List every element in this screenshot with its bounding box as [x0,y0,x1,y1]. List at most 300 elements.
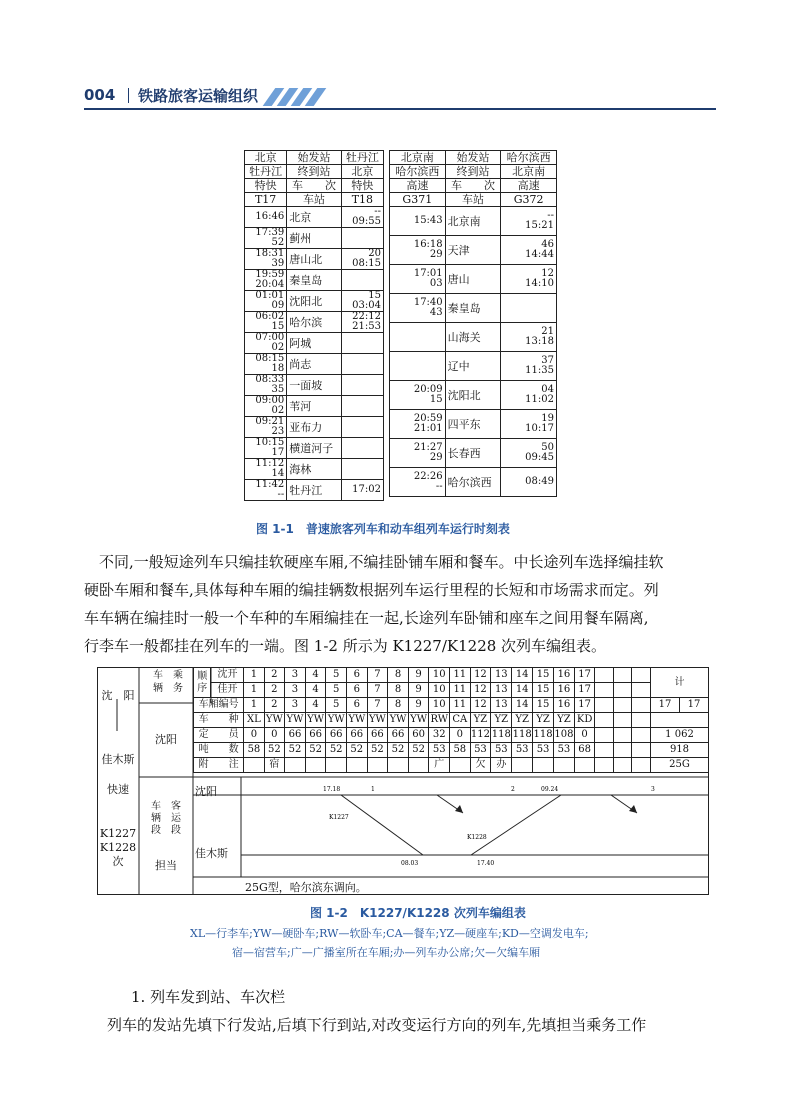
consist-cell: YW [367,713,388,728]
origin-station: 沈 阳 [101,689,135,702]
terminal-station: 佳木斯 [101,753,135,766]
diagram-bottom-station: 佳木斯 [195,847,228,860]
station-cell: 长春西 [445,439,501,468]
paragraph-line: 列车的发站先填下行发站,后填下行到站,对改变运行方向的列车,先填担当乘务工作 [107,1016,647,1034]
consist-cell: 60 [408,728,429,743]
consist-cell: 17 [574,668,594,683]
consist-grid-table [193,667,709,773]
crew-label-line: 辆 务 [153,683,183,694]
timetable-row [245,249,384,270]
consist-cell: YW [285,713,306,728]
total-cell: 25G [651,758,709,773]
legend-line: 宿—宿营车;广—广播室所在车厢;办—列车办公席;欠—欠编车厢 [232,946,541,959]
consist-cell: 53 [554,743,575,758]
consist-row [194,683,709,698]
time-cell [390,352,446,381]
consist-cell: 68 [574,743,594,758]
crew-unit: 沈阳 [155,733,177,746]
timetable-header-row [245,179,384,193]
consist-cell [595,683,614,698]
consist-cell: YZ [512,713,533,728]
consist-cell: 欠 [470,758,491,773]
consist-cell [595,758,614,773]
consist-cell: 10 [429,698,450,713]
consist-cell: 58 [244,743,264,758]
time-label: 09.24 [541,786,559,793]
consist-cell: 52 [264,743,285,758]
time-cell: 15 03:04 [341,291,383,312]
consist-cell [595,728,614,743]
consist-cell: 16 [554,668,575,683]
time-cell [341,228,383,249]
header-cell: 北京南 [501,165,557,179]
station-cell: 海林 [287,459,341,480]
time-cell: 22:12 21:53 [341,312,383,333]
row-label: 定 员 [194,728,244,743]
paragraph-line: 车车辆在编挂时一般一个车种的车厢编挂在一起,长途列车卧铺和座车之间用餐车隔离, [84,609,649,627]
timetable-header-row [390,151,557,165]
timetable-row [390,468,557,497]
time-cell: 07:00 02 [245,333,287,354]
consist-cell: 11 [450,668,470,683]
total-cell: 918 [651,743,709,758]
consist-note: 25G型，哈尔滨东调向。 [245,881,367,894]
header-cell: T17 [245,193,287,207]
consist-cell: YZ [533,713,554,728]
consist-cell [305,758,326,773]
timetable-right [389,150,557,497]
station-cell: 秦皇岛 [287,270,341,291]
station-cell: 沈阳北 [445,381,501,410]
consist-cell: 52 [285,743,306,758]
station-cell: 山海关 [445,323,501,352]
time-cell: 17:39 52 [245,228,287,249]
header-cell: 高速 [390,179,446,193]
consist-cell: 12 [470,683,491,698]
consist-cell [326,758,347,773]
duty-label: 担当 [155,859,177,872]
turn-diagram [241,777,711,867]
timetable-row [245,438,384,459]
consist-cell: 12 [470,698,491,713]
consist-cell: 66 [305,728,326,743]
consist-cell: 66 [346,728,367,743]
consist-cell: 4 [305,698,326,713]
station-cell: 哈尔滨 [287,312,341,333]
consist-cell: XL [244,713,264,728]
consist-cell: 1 [244,668,264,683]
time-cell: 10:15 17 [245,438,287,459]
time-cell: -- 09:55 [341,207,383,228]
consist-cell: 7 [367,668,388,683]
consist-cell [574,758,594,773]
header-cell: 车 次 [445,179,501,193]
consist-cell [613,668,632,683]
consist-cell: YW [305,713,326,728]
time-cell [341,354,383,375]
time-cell [341,459,383,480]
station-cell: 亚布力 [287,417,341,438]
consist-cell: YZ [554,713,575,728]
consist-cell: YW [388,713,409,728]
total-cell: 计 [651,668,709,698]
consist-cell: CA [450,713,470,728]
consist-cell: 7 [367,698,388,713]
consist-cell [367,758,388,773]
time-cell: 21 13:18 [501,323,557,352]
consist-cell: 2 [264,668,285,683]
row-label: 沈开 [211,668,244,683]
header-cell: 特快 [341,179,383,193]
consist-cell: 15 [533,683,554,698]
time-cell: 19 10:17 [501,410,557,439]
consist-cell [613,743,632,758]
consist-cell: 16 [554,683,575,698]
station-cell: 阿城 [287,333,341,354]
time-cell: 08:33 35 [245,375,287,396]
consist-cell: 8 [388,668,409,683]
section-label [141,801,191,837]
station-cell: 唐山北 [287,249,341,270]
consist-cell: 宿 [264,758,285,773]
order-label: 顺 序 [194,668,211,698]
header-cell: G371 [390,193,446,207]
consist-cell [613,698,632,713]
consist-cell: 66 [326,728,347,743]
consist-cell: 66 [285,728,306,743]
station-cell: 北京南 [445,207,501,236]
time-cell [341,417,383,438]
consist-cell [388,758,409,773]
consist-cell: 9 [408,683,429,698]
paragraph-line: 不同,一般短途列车只编挂软硬座车厢,不编挂卧铺车厢和餐车。中长途列车选择编挂软 [99,553,664,571]
consist-cell: 4 [305,683,326,698]
header-cell: 北京南 [390,151,446,165]
consist-cell [632,698,651,713]
consist-cell: 58 [450,743,470,758]
timetable-row [390,410,557,439]
timetable-row [390,294,557,323]
consist-cell: 17 [574,683,594,698]
timetable-row [390,236,557,265]
consist-cell [613,683,632,698]
consist-cell: 53 [470,743,491,758]
consist-row [194,728,709,743]
time-cell: 11:42 -- [245,480,287,501]
time-cell: 09:21 23 [245,417,287,438]
time-cell: 21:27 29 [390,439,446,468]
consist-cell [632,668,651,683]
consist-cell: 3 [285,698,306,713]
header-cell: 车站 [287,193,341,207]
header-cell: 车 次 [287,179,341,193]
time-cell [341,438,383,459]
timetable-left [244,150,384,501]
header-separator [128,88,129,103]
total-cell: 1 062 [651,728,709,743]
consist-cell: 52 [388,743,409,758]
station-cell: 尚志 [287,354,341,375]
consist-cell: 13 [491,668,512,683]
header-cell: 牡丹江 [245,165,287,179]
station-cell: 秦皇岛 [445,294,501,323]
consist-cell: 2 [264,683,285,698]
consist-cell: 52 [408,743,429,758]
consist-cell: 6 [346,683,367,698]
paragraph-line: 行李车一般都挂在列车的一端。图 1-2 所示为 K1227/K1228 次列车编组表。 [84,637,607,655]
consist-cell: 118 [512,728,533,743]
figure-1-caption: 图 1-1 普速旅客列车和动车组列车运行时刻表 [256,522,510,536]
legend-line: XL—行李车;YW—硬卧车;RW—软卧车;CA—餐车;YZ—硬座车;KD—空调发电车; [190,927,589,940]
consist-cell: 13 [491,698,512,713]
station-cell: 辽中 [445,352,501,381]
timetable-row [390,439,557,468]
timetable-header-row [390,165,557,179]
crew-label [145,669,191,695]
paragraph-line: 硬卧车厢和餐车,具体每种车厢的编挂辆数根据列车运行里程的长短和市场需求而定。列 [84,581,659,599]
consist-cell: 5 [326,668,347,683]
consist-cell: 52 [346,743,367,758]
total-cell [651,713,709,728]
header-cell: 哈尔滨西 [390,165,446,179]
header-cell: 始发站 [445,151,501,165]
consist-cell: 52 [367,743,388,758]
header-cell: 北京 [341,165,383,179]
train-number-label: 次 [112,855,124,868]
time-cell: 08:49 [501,468,557,497]
time-cell: 20:09 15 [390,381,446,410]
consist-cell [554,758,575,773]
timetable-row [245,207,384,228]
consist-cell: KD [574,713,594,728]
consist-cell [632,683,651,698]
section-heading: 1. 列车发到站、车次栏 [131,988,286,1006]
consist-cell: 14 [512,668,533,683]
consist-cell: YW [408,713,429,728]
consist-cell: 12 [470,668,491,683]
consist-cell [613,713,632,728]
consist-cell: 9 [408,668,429,683]
consist-cell: 13 [491,683,512,698]
train-numbers [97,827,139,869]
body-paragraph [84,548,724,660]
consist-cell: 9 [408,698,429,713]
consist-cell: 1 [244,683,264,698]
header-cell: 特快 [245,179,287,193]
time-cell: 17:02 [341,480,383,501]
timetable-row [245,270,384,291]
consist-cell: 广 [429,758,450,773]
time-cell: 16:18 29 [390,236,446,265]
consist-cell: 0 [574,728,594,743]
consist-cell [595,668,614,683]
consist-cell: 112 [470,728,491,743]
consist-cell [632,758,651,773]
consist-cell: 4 [305,668,326,683]
station-cell: 沈阳北 [287,291,341,312]
station-cell: 天津 [445,236,501,265]
time-cell: 46 14:44 [501,236,557,265]
consist-row [194,713,709,728]
consist-cell [632,743,651,758]
timetable-row [245,228,384,249]
header-cell: 北京 [245,151,287,165]
consist-row [194,668,709,683]
timetable-row [245,396,384,417]
time-cell [341,333,383,354]
consist-cell: 0 [244,728,264,743]
turn-mark: 3 [651,786,655,793]
time-cell: 16:46 [245,207,287,228]
consist-cell: 5 [326,683,347,698]
time-cell: -- 15:21 [501,207,557,236]
consist-cell: 0 [450,728,470,743]
header-cell: G372 [501,193,557,207]
consist-cell [632,728,651,743]
timetable-row [390,207,557,236]
consist-row [194,698,709,713]
section-label-line: 车 客 [151,801,181,812]
consist-cell: YW [264,713,285,728]
time-cell: 06:02 15 [245,312,287,333]
time-label: 08.03 [401,860,419,867]
header-cell: 哈尔滨西 [501,151,557,165]
timetable-header-row [390,193,557,207]
station-cell: 北京 [287,207,341,228]
header-cell: 牡丹江 [341,151,383,165]
timetable-row [390,323,557,352]
timetable-row [245,375,384,396]
header-cell: 始发站 [287,151,341,165]
row-label: 车 种 [194,713,244,728]
consist-cell: 6 [346,698,367,713]
consist-cell [346,758,367,773]
station-cell: 苇河 [287,396,341,417]
consist-cell [613,728,632,743]
consist-table [97,667,709,895]
time-cell: 12 14:10 [501,265,557,294]
section-label-line: 段 段 [151,825,181,836]
consist-cell [632,713,651,728]
timetable-header-row [245,193,384,207]
timetable-row [390,381,557,410]
timetable-row [390,265,557,294]
row-label: 附 注 [194,758,244,773]
time-cell: 04 11:02 [501,381,557,410]
timetable-row [245,291,384,312]
train-number-label: K1227 [99,827,137,840]
time-cell: 11:12 14 [245,459,287,480]
consist-cell: YW [326,713,347,728]
consist-cell: 5 [326,698,347,713]
station-cell: 四平东 [445,410,501,439]
consist-cell: 52 [326,743,347,758]
time-cell: 37 11:35 [501,352,557,381]
total-cell: 17 [679,698,708,713]
header-cell: 终到站 [287,165,341,179]
consist-row [194,743,709,758]
consist-cell: 53 [491,743,512,758]
consist-cell [595,743,614,758]
time-label: 17.18 [323,786,341,793]
header-cell: T18 [341,193,383,207]
consist-cell: RW [429,713,450,728]
diagram-top-station: 沈阳 [195,785,217,798]
consist-cell: 2 [264,698,285,713]
station-cell: 哈尔滨西 [445,468,501,497]
crew-label-line: 车 乘 [153,670,183,681]
consist-cell [285,758,306,773]
consist-cell: 53 [429,743,450,758]
time-cell: 50 09:45 [501,439,557,468]
consist-cell [450,758,470,773]
timetable-row [245,417,384,438]
time-cell [341,375,383,396]
time-cell: 22:26 -- [390,468,446,497]
consist-cell: 7 [367,683,388,698]
section-label-line: 辆 运 [151,813,181,824]
consist-cell: 14 [512,698,533,713]
consist-cell [595,698,614,713]
consist-cell: 6 [346,668,367,683]
header-cell: 高速 [501,179,557,193]
consist-cell: 53 [512,743,533,758]
time-cell [501,294,557,323]
consist-cell [595,713,614,728]
consist-cell: 0 [264,728,285,743]
consist-cell: 32 [429,728,450,743]
header-cell: 终到站 [445,165,501,179]
timetable-row [245,459,384,480]
row-label: 吨 数 [194,743,244,758]
time-cell: 09:00 02 [245,396,287,417]
time-cell [341,270,383,291]
time-cell [390,323,446,352]
consist-cell: YZ [491,713,512,728]
consist-cell [533,758,554,773]
time-cell: 19:59 20:04 [245,270,287,291]
consist-cell [613,758,632,773]
timetable-header-row [390,179,557,193]
time-cell: 20 08:15 [341,249,383,270]
header-cell: 车站 [445,193,501,207]
consist-cell: 118 [491,728,512,743]
header-rule [84,108,716,110]
consist-cell [512,758,533,773]
time-cell: 20:59 21:01 [390,410,446,439]
consist-cell: 8 [388,698,409,713]
timetable-row [245,354,384,375]
timetable-header-row [245,165,384,179]
consist-cell [244,758,264,773]
train-number-label: K1228 [99,841,137,854]
time-cell: 17:01 03 [390,265,446,294]
consist-cell: 10 [429,683,450,698]
consist-cell: 11 [450,683,470,698]
consist-cell: 16 [554,698,575,713]
timetable-row [390,352,557,381]
station-cell: 牡丹江 [287,480,341,501]
consist-cell: 52 [305,743,326,758]
station-cell: 唐山 [445,265,501,294]
station-cell: 一面坡 [287,375,341,396]
time-cell [341,396,383,417]
time-cell: 18:31 39 [245,249,287,270]
header-stripes [263,88,323,106]
timetable-row [245,333,384,354]
timetable-row [245,312,384,333]
consist-cell: 15 [533,668,554,683]
